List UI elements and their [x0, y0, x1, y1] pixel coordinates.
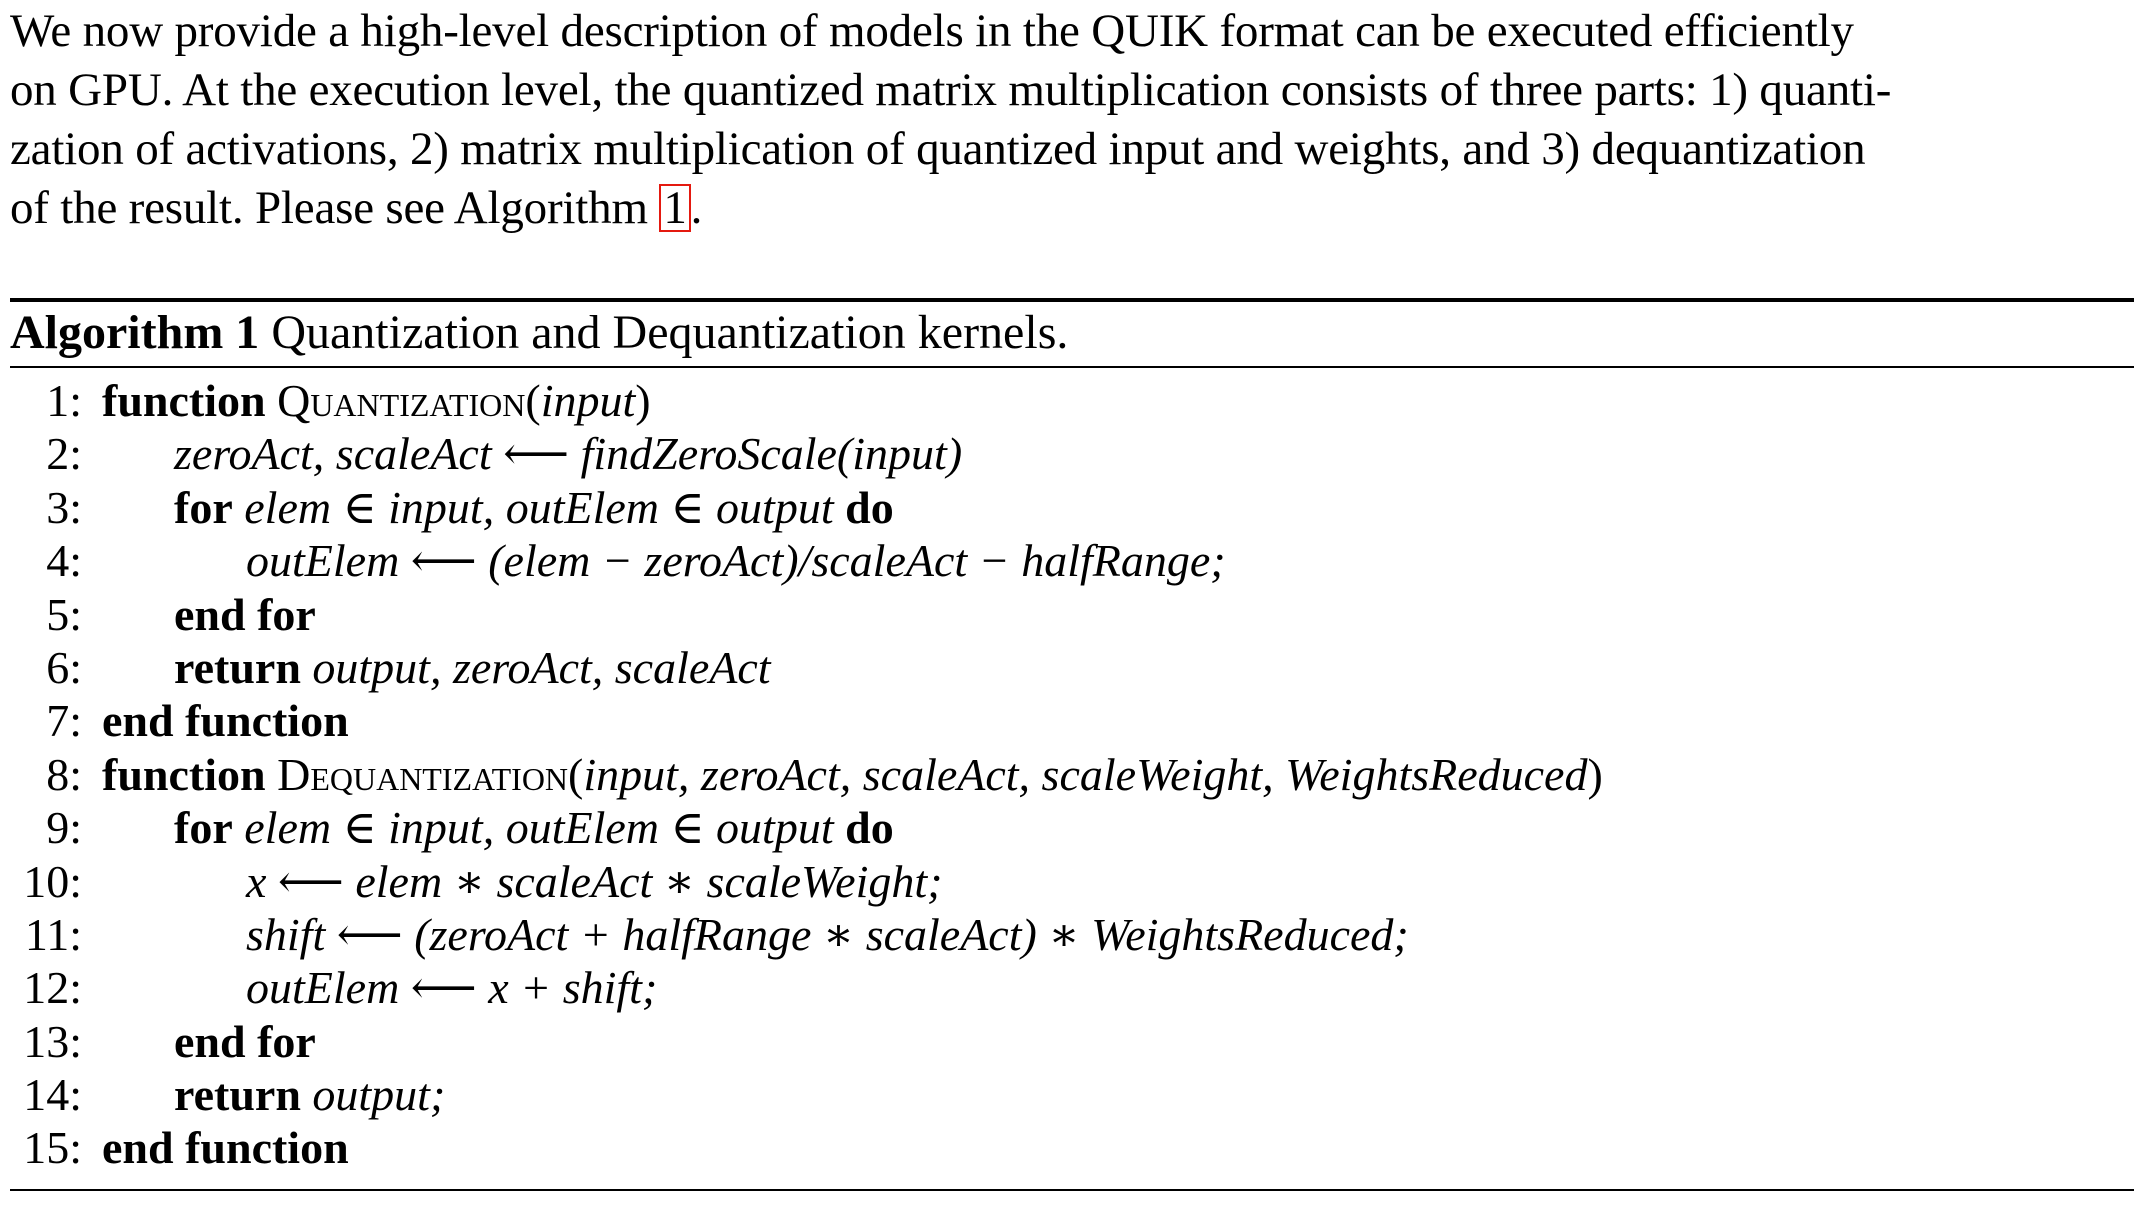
keyword: end function: [102, 1122, 349, 1174]
line-number: 14:: [23, 1069, 82, 1121]
algorithm-reference-link[interactable]: 1: [659, 184, 690, 232]
algorithm-bottom-rule: [10, 1189, 2134, 1191]
keyword: do: [845, 481, 894, 533]
line-code: function Quantization(input): [102, 375, 651, 426]
keyword: end for: [174, 588, 316, 640]
math-expression: output, zeroAct, scaleAct: [300, 641, 771, 693]
algorithm-title: Quantization and Dequantization kernels.: [259, 306, 1069, 359]
paragraph-line-text: of the result. Please see Algorithm: [10, 182, 660, 234]
math-expression: elem ∈ input, outElem ∈ output: [232, 481, 846, 533]
algorithm-line: [10, 534, 2134, 587]
paragraph-line: zation of activations, 2) matrix multiplication of quantized input and weights, and 3) dequantization: [10, 123, 1866, 175]
procedure-name: Quantization: [277, 375, 526, 426]
algorithm-block: [10, 298, 2134, 1191]
algorithm-caption: [10, 302, 2134, 366]
paragraph-line: [10, 179, 2124, 238]
algorithm-label: Algorithm 1: [10, 306, 260, 359]
line-number: 8:: [46, 748, 82, 800]
algorithm-line: [10, 694, 2134, 747]
line-number: 1:: [46, 375, 82, 426]
line-number: 5:: [46, 588, 82, 640]
line-code: function Dequantization(input, zeroAct, scaleAct, scaleWeight, WeightsReduced): [102, 748, 1603, 800]
line-number: 6:: [46, 641, 82, 693]
algorithm-line: [10, 1068, 2134, 1121]
line-number: 12:: [23, 962, 82, 1014]
line-code: [174, 801, 894, 854]
paragraph-line: on GPU. At the execution level, the quantized matrix multiplication consists of three parts: 1) quanti-: [10, 64, 1892, 116]
keyword: for: [174, 802, 233, 854]
paragraph-line-end: .: [690, 182, 703, 234]
paragraph-line: We now provide a high-level description of models in the QUIK format can be executed efficiently: [10, 5, 1854, 57]
line-code: [174, 481, 894, 534]
keyword: for: [174, 481, 233, 533]
keyword: function: [102, 375, 266, 426]
line-code: shift ⟵ (zeroAct + halfRange ∗ scaleAct) ∗ WeightsReduced;: [246, 908, 1409, 960]
line-number: 15:: [23, 1122, 82, 1174]
keyword: end function: [102, 695, 349, 747]
algorithm-line: [10, 427, 2134, 480]
math-expression: elem ∈ input, outElem ∈ output: [232, 802, 846, 854]
algorithm-line: [10, 801, 2134, 854]
line-code: [174, 1068, 445, 1121]
line-code: outElem ⟵ x + shift;: [246, 962, 658, 1014]
algorithm-line: [10, 855, 2134, 908]
algorithm-line: [10, 481, 2134, 534]
algorithm-line: [10, 1015, 2134, 1068]
line-number: 2:: [46, 428, 82, 480]
keyword: do: [845, 802, 894, 854]
algorithm-line: [10, 641, 2134, 694]
algorithm-line: [10, 588, 2134, 641]
math-expression: output;: [300, 1069, 446, 1121]
keyword: return: [174, 1069, 301, 1121]
math-expression: input: [540, 375, 636, 426]
paper-page: [10, 0, 2124, 238]
algorithm-line: [10, 961, 2134, 1014]
line-number: 3:: [46, 481, 82, 533]
procedure-name: Dequantization: [277, 748, 569, 800]
line-number: 13:: [23, 1015, 82, 1067]
line-code: outElem ⟵ (elem − zeroAct)/scaleAct − halfRange;: [246, 535, 1226, 587]
line-number: 10:: [23, 855, 82, 907]
math-expression: input, zeroAct, scaleAct, scaleWeight, WeightsReduced: [583, 748, 1588, 800]
line-number: 9:: [46, 802, 82, 854]
algorithm-line: [10, 748, 2134, 801]
body-paragraph: [10, 0, 2124, 238]
line-number: 7:: [46, 695, 82, 747]
line-number: 11:: [24, 908, 82, 960]
keyword: function: [102, 748, 266, 800]
algorithm-line: [10, 1121, 2134, 1174]
keyword: end for: [174, 1015, 316, 1067]
line-number: 4:: [46, 535, 82, 587]
line-code: [174, 641, 771, 694]
algorithm-line: [10, 908, 2134, 961]
line-code: x ⟵ elem ∗ scaleAct ∗ scaleWeight;: [246, 855, 943, 907]
line-code: zeroAct, scaleAct ⟵ findZeroScale(input): [174, 428, 963, 480]
algorithm-lines: [10, 368, 2134, 1175]
keyword: return: [174, 641, 301, 693]
algorithm-line: [10, 374, 2134, 427]
